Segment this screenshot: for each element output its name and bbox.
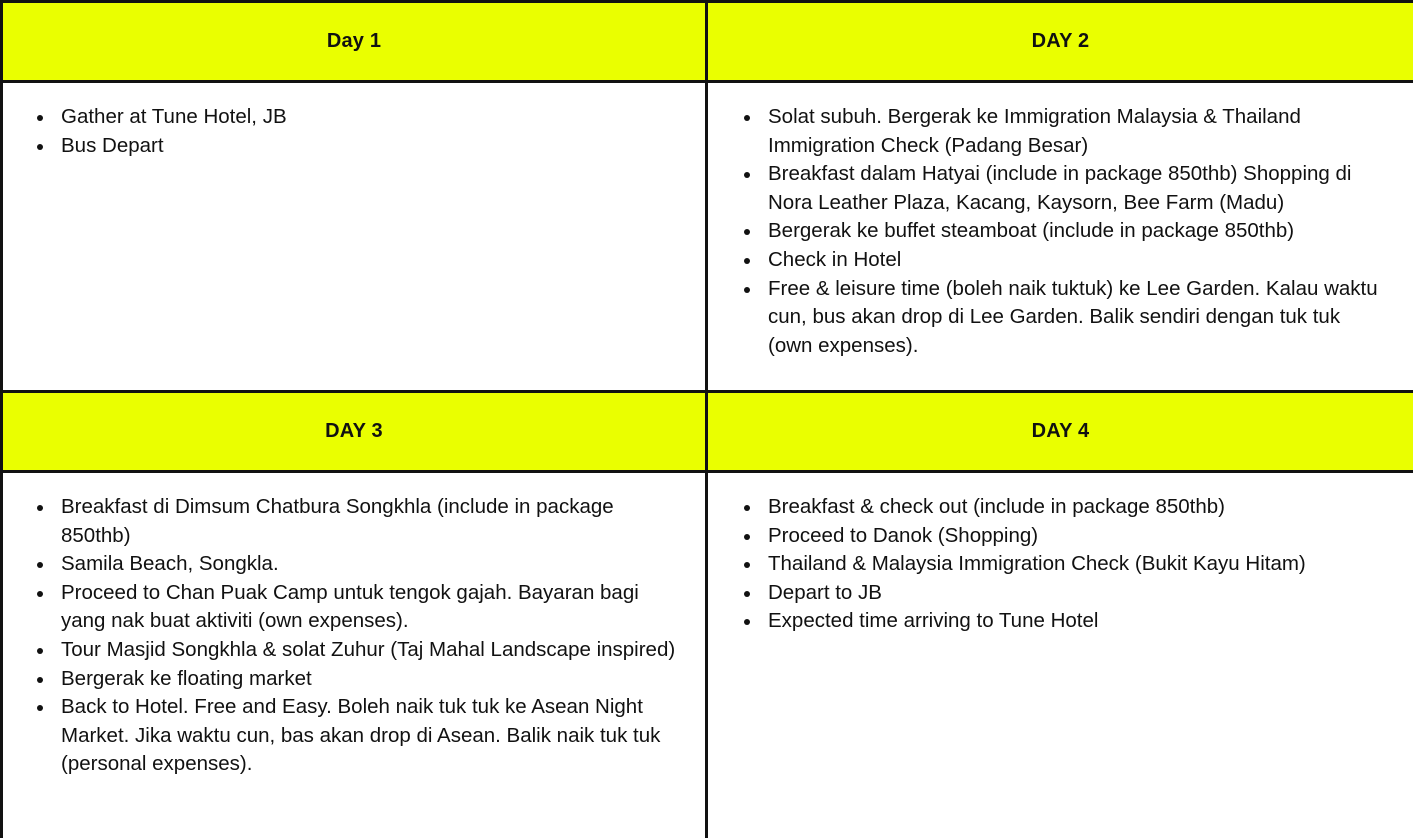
list-item: Breakfast di Dimsum Chatbura Songkhla (include in package 850thb)	[31, 493, 677, 550]
day-3-header	[3, 393, 705, 470]
list-item: Thailand & Malaysia Immigration Check (Bukit Kayu Hitam)	[738, 550, 1385, 579]
list-item: Samila Beach, Songkla.	[31, 550, 677, 579]
list-item: Back to Hotel. Free and Easy. Boleh naik tuk tuk ke Asean Night Market. Jika waktu cun, bas akan drop di Asean. Balik naik tuk tuk (personal expenses).	[31, 693, 677, 779]
day-1-list	[31, 103, 677, 160]
list-item: Expected time arriving to Tune Hotel	[738, 607, 1385, 636]
day-4-header	[708, 393, 1413, 470]
list-item: Breakfast dalam Hatyai (include in package 850thb) Shopping di Nora Leather Plaza, Kacang, Kaysorn, Bee Farm (Madu)	[738, 160, 1385, 217]
day-3-content	[3, 473, 705, 838]
day-2-title: DAY 2	[1031, 30, 1090, 52]
list-item: Bergerak ke buffet steamboat (include in package 850thb)	[738, 217, 1385, 246]
day-2-content	[708, 83, 1413, 390]
day-3-title: DAY 3	[325, 420, 383, 442]
day-4-list	[738, 493, 1385, 636]
list-item: Bergerak ke floating market	[31, 665, 677, 694]
list-item: Free & leisure time (boleh naik tuktuk) ke Lee Garden. Kalau waktu cun, bus akan drop di Lee Garden. Balik sendiri dengan tuk tuk (own expenses).	[738, 275, 1385, 361]
day-2-header	[708, 3, 1413, 80]
day-1-title: Day 1	[326, 30, 382, 52]
list-item: Check in Hotel	[738, 246, 1385, 275]
list-item: Bus Depart	[31, 132, 677, 161]
list-item: Proceed to Danok (Shopping)	[738, 522, 1385, 551]
list-item: Solat subuh. Bergerak ke Immigration Malaysia & Thailand Immigration Check (Padang Besar)	[738, 103, 1385, 160]
day-4-content	[708, 473, 1413, 838]
day-1-content	[3, 83, 705, 390]
day-2-list	[738, 103, 1385, 360]
list-item: Proceed to Chan Puak Camp untuk tengok gajah. Bayaran bagi yang nak buat aktiviti (own expenses).	[31, 579, 677, 636]
list-item: Depart to JB	[738, 579, 1385, 608]
list-item: Tour Masjid Songkhla & solat Zuhur (Taj Mahal Landscape inspired)	[31, 636, 677, 665]
day-4-title: DAY 4	[1031, 420, 1090, 442]
day-1-header	[3, 3, 705, 80]
day-3-list	[31, 493, 677, 779]
list-item: Breakfast & check out (include in package 850thb)	[738, 493, 1385, 522]
list-item: Gather at Tune Hotel, JB	[31, 103, 677, 132]
